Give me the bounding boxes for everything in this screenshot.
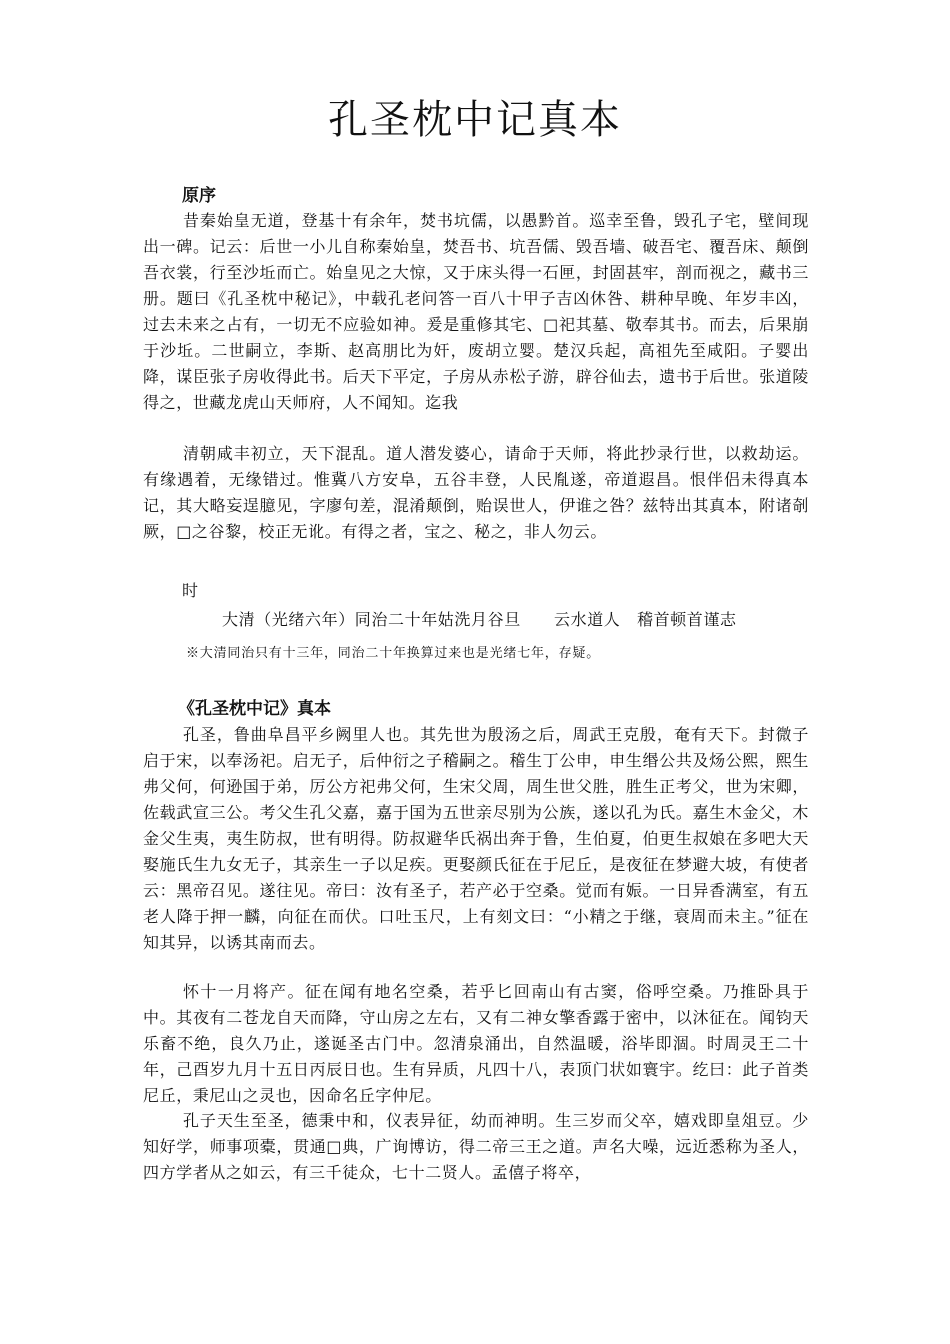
preface-paragraph-1: 昔秦始皇无道，登基十有余年，焚书坑儒，以愚黔首。巡幸至鲁，毁孔子宅，壁间现出一碑。记云：后世一小儿自称秦始皇，焚吾书、坑吾儒、毁吾墙、破吾宅、覆吾床、颠倒吾衣裳，行至沙坵而亡。始皇见之大惊，又于床头得一石匣，封固甚牢，剖而视之，藏书三册。题曰《孔圣枕中秘记》，中载孔老问答一百八十甲子吉凶休咎、耕种早晚、年岁丰凶，过去未来之占有，一切无不应验如神。爰是重修其宅、□祀其墓、敬奉其书。而去，后果崩于沙坵。二世嗣立，李斯、赵高朋比为奸，废胡立婴。楚汉兵起，高祖先至咸阳。子婴出降，谋臣张子房收得此书。后天下平定，子房从赤松子游，辟谷仙去，遗书于后世。张道陵得之，世藏龙虎山天师府，人不闻知。迄我 bbox=[143, 211, 809, 412]
preface-heading: 原序 bbox=[182, 186, 216, 206]
date-signature-line: 大清（光绪六年）同治二十年姑洗月谷旦 云水道人 稽首顿首谨志 bbox=[222, 610, 737, 629]
annotation-note: ※大清同治只有十三年，同治二十年换算过来也是光绪七年，存疑。 bbox=[186, 646, 601, 661]
main-text-heading: 《孔圣枕中记》真本 bbox=[178, 699, 331, 719]
main-paragraph-3: 孔子天生至圣，德秉中和，仪表异征，幼而神明。生三岁而父卒，嬉戏即皇俎豆。少知好学，师事项橐，贯通□典，广询博访，得二帝三王之道。声名大噪，远近悉称为圣人，四方学者从之如云，有三千徒众，七十二贤人。孟僖子将卒， bbox=[143, 1111, 809, 1182]
preface-paragraph-2: 清朝咸丰初立，天下混乱。道人潜发婆心，请命于天师，将此抄录行世，以救劫运。有缘遇着，无缘错过。惟冀八方安阜，五谷丰登，人民胤遂，帝道遐昌。恨伴侣未得真本记，其大略妄逞臆见，字廖句差，混淆颠倒，贻误世人，伊谁之咎？兹特出其真本，附诸剞厥，□之谷黎，校正无讹。有得之者，宝之、秘之，非人勿云。 bbox=[143, 444, 809, 541]
time-label: 时 bbox=[182, 581, 199, 600]
main-paragraph-2: 怀十一月将产。征在闻有地名空桑，若乎匕回南山有古窦，俗呼空桑。乃推卧具于中。其夜有二苍龙自天而降，守山房之左右，又有二神女擎香露于密中，以沐征在。闻钧天乐畜不绝，良久乃止，遂诞圣古门中。忽清泉涌出，自然温暖，浴毕即涸。时周灵王二十年，己酉岁九月十五日丙辰日也。生有异质，凡四十八，表顶门状如寰宇。纥曰：此子首类尼丘，秉尼山之灵也，因命名丘字仲尼。 bbox=[143, 982, 809, 1105]
document-title: 孔圣枕中记真本 bbox=[328, 97, 622, 143]
main-paragraph-1: 孔圣，鲁曲阜昌平乡阙里人也。其先世为殷汤之后，周武王克殷，奄有天下。封微子启于宋，以奉汤祀。启无子，后仲衍之子稽嗣之。稽生丁公申，申生缗公共及炀公熙，熙生弗父何，何逊国于弟，厉公方祀弗父何，生宋父周，周生世父胜，胜生正考父，世为宋卿，佐载武宣三公。考父生孔父嘉，嘉于国为五世亲尽别为公族，遂以孔为氏。嘉生木金父，木金父生夷，夷生防叔，世有明得。防叔避华氏祸出奔于鲁，生伯夏，伯更生叔娘在多吧大天娶施氏生九女无子，其亲生一子以足疾。更娶颜氏征在于尼丘，是夜征在梦避大坡，有使者云：黑帝召见。遂往见。帝曰：汝有圣子，若产必于空桑。觉而有娠。一日异香满室，有五老人降于押一麟，向征在而伏。口吐玉尺，上有刻文曰：“小精之于继，衰周而未主。”征在知其异，以诱其南而去。 bbox=[143, 725, 809, 952]
